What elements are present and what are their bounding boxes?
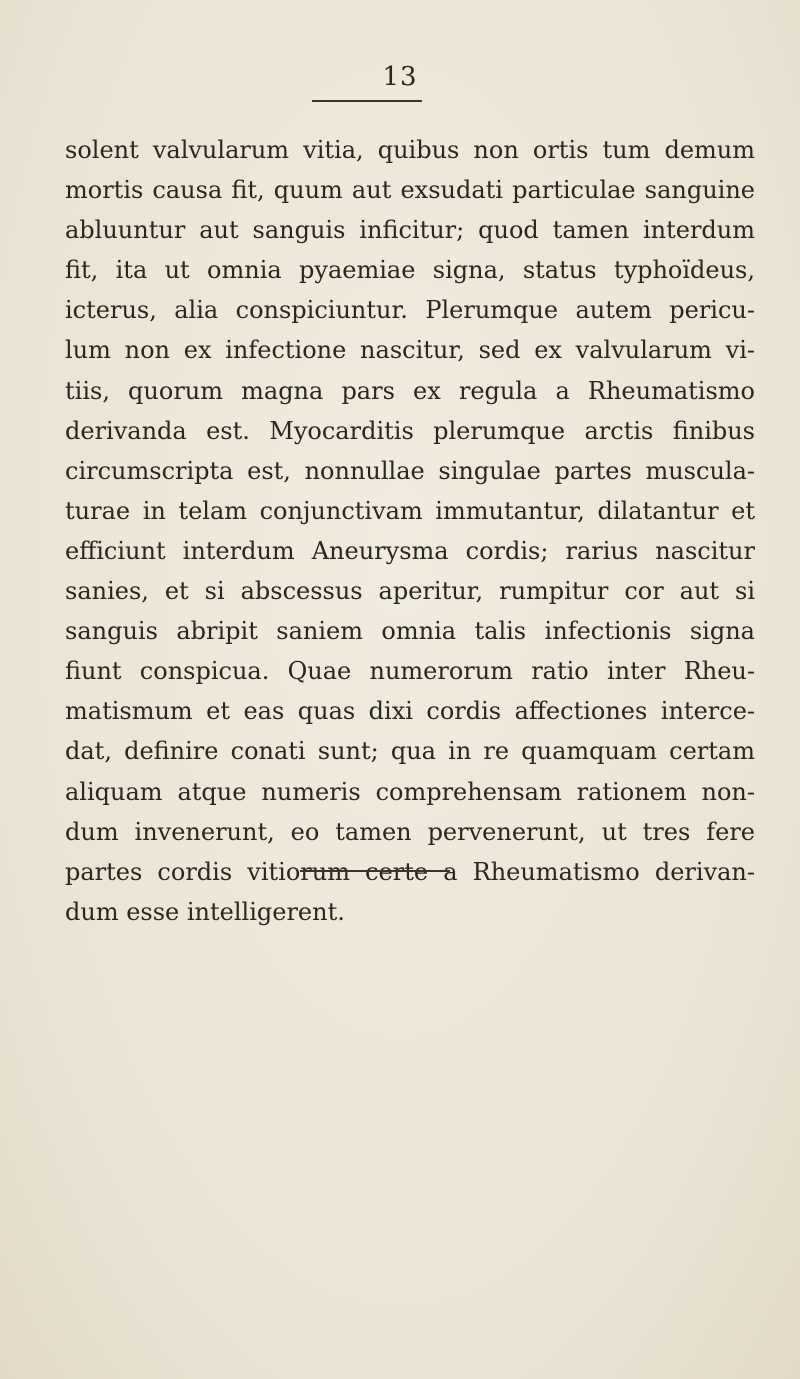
text-line: turae in telam conjunctivam immutantur, dilatantur et xyxy=(65,496,755,525)
text-line: tiis, quorum magna pars ex regula a Rheumatismo xyxy=(65,376,755,405)
text-line: fiunt conspicua. Quae numerorum ratio inter Rheu- xyxy=(65,657,755,686)
text-line: solent valvularum vitia, quibus non ortis tum demum xyxy=(65,136,755,164)
text-line: aliquam atque numeris comprehensam rationem non- xyxy=(65,777,755,806)
body-paragraph xyxy=(65,130,755,932)
text-line: dum esse intelligerent. xyxy=(65,897,345,926)
text-line: derivanda est. Myocarditis plerumque arctis finibus xyxy=(65,416,755,445)
text-line: partes cordis vitiorum certe a Rheumatismo derivan- xyxy=(65,857,755,886)
text-line: efficiunt interdum Aneurysma cordis; rarius nascitur xyxy=(65,536,755,565)
text-line: matismum et eas quas dixi cordis affectiones interce- xyxy=(65,697,755,726)
text-line: icterus, alia conspiciuntur. Plerumque autem pericu- xyxy=(65,296,755,325)
text-line: circumscripta est, nonnullae singulae partes muscula- xyxy=(65,456,755,485)
page-number-underline xyxy=(312,100,422,102)
text-line: sanies, et si abscessus aperitur, rumpitur cor aut si xyxy=(65,577,755,606)
text-line: dum invenerunt, eo tamen pervenerunt, ut tres fere xyxy=(65,817,755,846)
section-separator-rule xyxy=(300,870,450,872)
text-line: fit, ita ut omnia pyaemiae signa, status typhoïdeus, xyxy=(65,256,755,285)
text-line: lum non ex infectione nascitur, sed ex valvularum vi- xyxy=(65,336,755,365)
text-line: sanguis abripit saniem omnia talis infectionis signa xyxy=(65,617,755,646)
text-line: mortis causa fit, quum aut exsudati particulae sanguine xyxy=(65,176,755,205)
text-line: dat, definire conati sunt; qua in re quamquam certam xyxy=(65,737,755,766)
page-number: 13 xyxy=(382,62,418,92)
text-line: abluuntur aut sanguis inficitur; quod tamen interdum xyxy=(65,216,755,245)
